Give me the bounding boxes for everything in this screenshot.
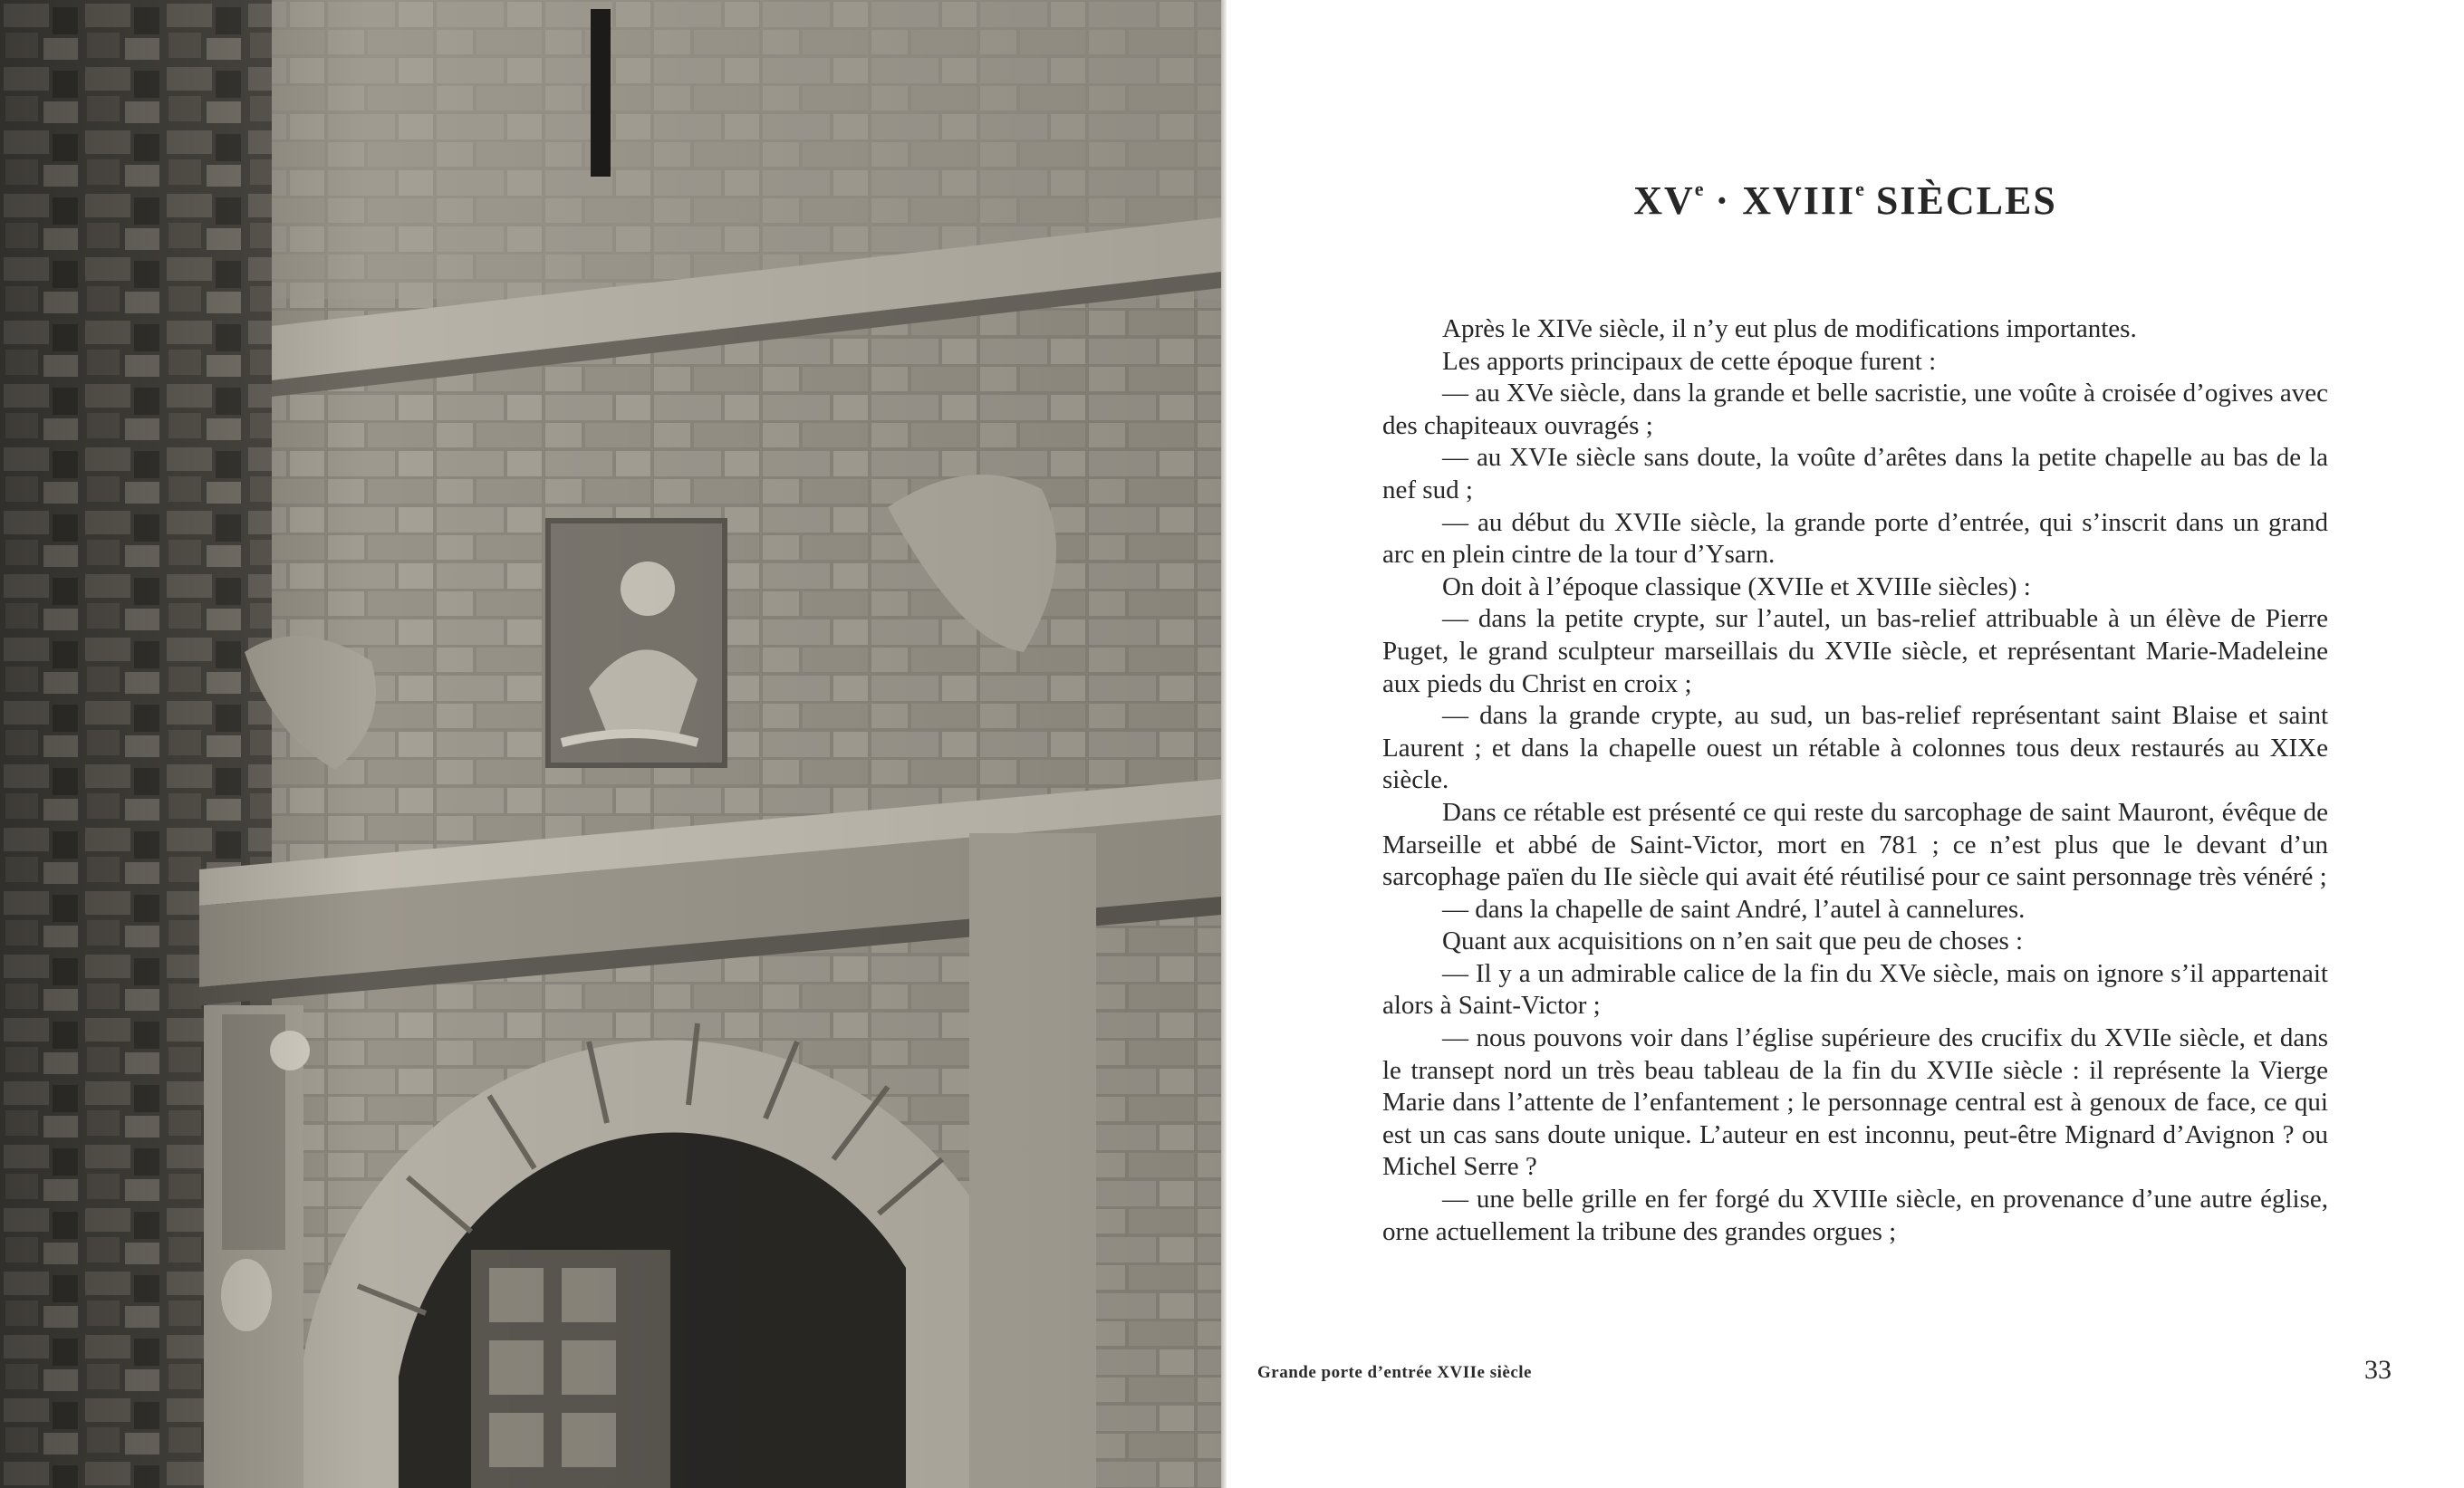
paragraph: — nous pouvons voir dans l’église supérieure des crucifix du XVIIe siècle, et dans le transept nord un très beau tableau de la fin du XVIIe siècle : il représente la Vierge Marie dans l’attente de l’enfantement ; le personnage central est à genoux de face, ce qui est un cas sans doute unique. L’auteur en est inconnu, peut-être Mignard d’Avignon ? ou Michel Serre ? bbox=[1382, 1023, 2328, 1182]
title-part-3: SIÈCLES bbox=[1875, 178, 2057, 223]
doorway-photograph bbox=[0, 0, 1221, 1488]
title-sup-1: e bbox=[1694, 178, 1704, 200]
text-page bbox=[1227, 0, 2464, 1488]
title-separator: · bbox=[1715, 178, 1731, 223]
paragraph: Dans ce rétable est présenté ce qui reste du sarcophage de saint Mauront, évêque de Marseille et abbé de Saint-Victor, mort en 781 ; ce n’est plus que le devant d’un sarcophage païen du IIe siècle qui avait été réutilisé pour ce saint personnage très vénéré ; bbox=[1382, 797, 2328, 892]
paragraph: Les apports principaux de cette époque furent : bbox=[1442, 346, 1937, 376]
title-sup-2: e bbox=[1855, 178, 1864, 200]
chapter-title bbox=[1227, 178, 2464, 224]
paragraph: — une belle grille en fer forgé du XVIIIe siècle, en provenance d’une autre église, orne actuellement la tribune des grandes orgues ; bbox=[1382, 1185, 2328, 1246]
paragraph: — au XVe siècle, dans la grande et belle sacristie, une voûte à croisée d’ogives avec des chapiteaux ouvragés ; bbox=[1382, 379, 2328, 440]
paragraph: — dans la grande crypte, au sud, un bas-relief représentant saint Blaise et saint Laurent ; et dans la chapelle ouest un rétable à colonnes tous deux restaurés au XIXe siècle. bbox=[1382, 701, 2328, 795]
photo-caption: Grande porte d’entrée XVIIe siècle bbox=[1257, 1363, 1532, 1382]
paragraph: — Il y a un admirable calice de la fin du XVe siècle, mais on ignore s’il appartenait alors à Saint-Victor ; bbox=[1382, 958, 2328, 1021]
photo-illustration bbox=[0, 0, 1221, 1488]
paragraph: — dans la petite crypte, sur l’autel, un bas-relief attribuable à un élève de Pierre Puget, le grand sculpteur marseillais du XVIIe siècle, et représentant Marie-Madeleine aux pieds du Christ en croix ; bbox=[1382, 604, 2328, 698]
paragraph: — au début du XVIIe siècle, la grande porte d’entrée, qui s’inscrit dans un grand arc en plein cintre de la tour d’Ysarn. bbox=[1382, 507, 2328, 570]
paragraph: On doit à l’époque classique (XVIIe et XVIIIe siècles) : bbox=[1442, 571, 2031, 601]
page-number: 33 bbox=[2364, 1355, 2392, 1385]
title-part-2: XVIII bbox=[1742, 178, 1856, 223]
paragraph: Après le XIVe siècle, il n’y eut plus de modifications importantes. bbox=[1442, 314, 2137, 343]
paragraph: — au XVIe siècle sans doute, la voûte d’arêtes dans la petite chapelle au bas de la nef sud ; bbox=[1382, 443, 2328, 504]
paragraph: Quant aux acquisitions on n’en sait que peu de choses : bbox=[1442, 926, 2024, 956]
body-text bbox=[1382, 313, 2328, 1248]
paragraph: — dans la chapelle de saint André, l’autel à cannelures. bbox=[1442, 894, 2026, 924]
title-part-1: XV bbox=[1633, 178, 1695, 223]
